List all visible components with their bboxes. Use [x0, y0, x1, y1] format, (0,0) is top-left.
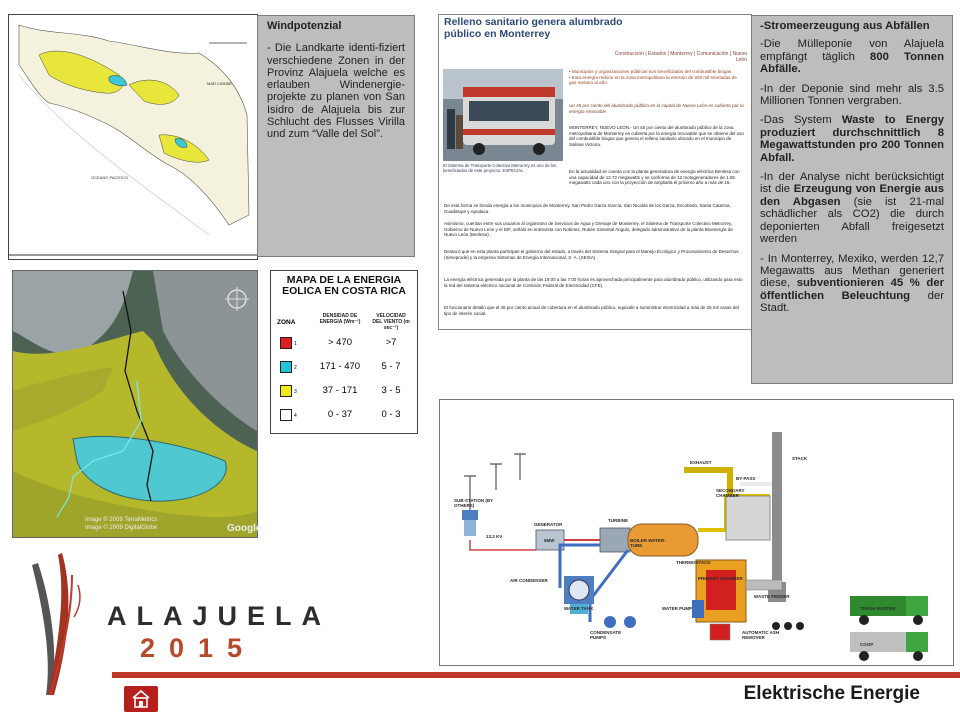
plant-label: COOP: [860, 642, 874, 647]
article-paragraph: El funcionario detalló que el 45 por ciento actual de cobertura en el alumbrado público, equivale a suministrar electricidad a más de 25 mil casas del tipo de interés social.: [444, 305, 739, 316]
article-paragraph: Asimismo, cuentan entre sus usuarios al organismo de Servicios de Agua y Drenaje de Monterrey, el Sistema de Transporte Colectivo Metrorrey, Gobierno de Nuevo León y el DIF, señaló en entrevista con Notimex, Rubén Simental Angulo, delegado administrativo de la planta Bioenergía de Nuevo León (Benlesa) .: [444, 221, 733, 237]
article-paragraph: En la actualidad se cuenta con la planta generadora de energía eléctrica Benlesa con una capacidad de 12.72 megawatts y se conforma de 12 motogeneradores de 1.06 megawatts cada uno con la proyección de ampliarla el próximo año a más de 16.: [569, 169, 740, 185]
legend-zone-number: 2: [294, 365, 297, 371]
legend-swatch: [280, 385, 292, 397]
plant-label: WASTE FEEDER: [754, 594, 790, 599]
map-label-pacific: OCEANO PACIFICO: [91, 175, 129, 180]
article-bullets: [569, 69, 745, 86]
article-paragraph: MONTERREY, NUEVO LEÓN.- Un 45 por ciento del alumbrado público de la zona metropolitana de Monterrey es cubierta por la energía renovable que se obtiene del uso del combustible biogas que genera el relleno sanitario ubicado en el municipio de Salinas Victoria.: [569, 125, 744, 147]
bus-photo-drawing: [443, 69, 563, 161]
legend-row: [271, 381, 417, 403]
waste-energy-point: [760, 253, 944, 315]
map-label-caribbean: MAR CARIBE: [207, 81, 232, 86]
legend-title: MAPA DE LA ENERGIA EOLICA EN COSTA RICA: [282, 274, 406, 297]
article-bus-photo: [443, 69, 563, 161]
footer-divider: [112, 672, 960, 678]
article-paragraph: Destacó que en esta planta participan el gobierno del estado, a través del Sistema Integral para el Manejo Ecológico y Procesamiento de Desechos (Simeprode) y la empresa Sistemas de Energía Internacional, S. A. (SEISA) .: [444, 249, 739, 260]
article-bullet: • Esta energía reduce en la zona metropolitana la emisión de 200 mil toneladas de gas metano al año: [569, 74, 737, 86]
legend-row: [271, 405, 417, 427]
legend-row: [271, 333, 417, 355]
text-span: -Das System: [760, 114, 842, 127]
legend-swatch: [280, 409, 292, 421]
text-span: (sie ist 21-mal schädlicher als CO2) die durch deponierten Abfall freigesetzt werden: [760, 195, 945, 246]
article-nav: Construcción | Estados | Monterrey | Comunicación | Nuevo León: [614, 51, 747, 63]
google-logo: Google: [227, 523, 262, 534]
logo-text-2015: 2015: [140, 633, 257, 663]
wind-zone-map: [8, 14, 258, 260]
article-title: Relleno sanitario genera alumbrado público en Monterrey: [444, 16, 623, 40]
plant-label: SECONDARY CHAMBER: [716, 488, 745, 498]
waste-energy-point: -In der Deponie sind mehr als 3.5 Millionen Tonnen vergraben.: [760, 82, 944, 108]
waste-energy-title: -Stromeerzeugung aus Abfällen: [760, 20, 930, 32]
article-bullet: • Municipios y organizaciones públicas son beneficiados del combustible biogas: [569, 69, 732, 74]
text-span: der Stadt.: [760, 289, 944, 315]
waste-to-energy-plant-diagram: [439, 399, 954, 666]
legend-density-value: > 470: [327, 337, 353, 348]
legend-density-value: 171 - 470: [319, 361, 361, 372]
legend-zone-number: 1: [294, 341, 297, 347]
news-article-screenshot: [438, 14, 752, 330]
plant-label: BOILER WATER-TUBE: [630, 538, 666, 548]
text-bold: 800 Tonnen Abfälle.: [760, 50, 944, 76]
text-bold: subventionieren 45 % der öffentlichen Beleuchtung: [760, 277, 944, 302]
legend-velocity-value: 0 - 3: [381, 409, 401, 420]
satellite-credit-digitalglobe: Image © 2009 DigitalGlobe: [85, 525, 158, 531]
legend-zone-header: ZONA: [277, 319, 296, 326]
plant-label: WATER PUMP: [662, 606, 693, 611]
wind-energy-legend: [270, 270, 418, 434]
legend-zone-number: 3: [294, 389, 297, 395]
plant-label: TURBINE: [608, 518, 628, 523]
article-paragraph: De esta forma se brinda energía a los municipios de Monterrey, San Pedro Garza García, San Nicolás de los Garza, Escobedo, Santa Catarina, Guadalupe y Apodaca.: [444, 203, 731, 214]
text-bold: Erzeugung von Energie aus den Abgasen: [760, 183, 944, 208]
plant-label: STACK: [792, 456, 808, 461]
plant-label: 5MW: [544, 538, 555, 543]
satellite-credit-terrametrics: Image © 2009 TerraMetrics: [85, 517, 158, 523]
legend-velocity-value: >7: [385, 337, 397, 348]
waste-energy-point: [760, 114, 944, 164]
legend-density-value: 37 - 171: [322, 385, 358, 396]
plant-label: BY-PASS: [736, 476, 756, 481]
plant-label: WATER TANK: [564, 606, 594, 611]
wind-map-drawing: [9, 15, 257, 259]
plant-label: EXHAUST: [690, 460, 712, 465]
home-button[interactable]: [124, 686, 158, 712]
legend-zone-number: 4: [294, 413, 297, 419]
satellite-wind-map: [12, 270, 262, 538]
plant-label: SUB-STATION (BY OTHERS): [454, 498, 493, 508]
text-span: -Die Mülleponie von Alajuela empfängt täglich: [760, 38, 944, 63]
legend-swatch: [280, 361, 292, 373]
plant-label: TRASH BUSTER: [860, 606, 896, 611]
article-paragraph: La energía eléctrica generada por la planta de las 19:00 a las 7:00 horas es aprovechada principalmente para alumbrado público, utilizando para esto la red del sistema eléctrico nacional de Comisión Federal de Electricidad (CFE).: [444, 277, 743, 288]
plant-drawing: [440, 400, 953, 665]
text-span: - In Monterrey, Mexiko, werden 12,7 Megawatts aus Methan generiert diese,: [760, 252, 944, 290]
plant-label: PRIMARY CHAMBER: [698, 576, 743, 581]
legend-row: [271, 357, 417, 379]
legend-velocity-value: 3 - 5: [381, 385, 401, 396]
slide-title: Elektrische Energie: [743, 683, 920, 704]
logo-text-alajuela: ALAJUELA: [107, 601, 332, 631]
waste-energy-box: [751, 15, 953, 384]
legend-swatch: [280, 337, 292, 349]
wind-potential-title: Windpotenzial: [267, 20, 342, 32]
satellite-drawing: [13, 271, 257, 537]
alajuela-2015-logo: [22, 545, 332, 705]
plant-label: AIR CONDENSER: [510, 578, 548, 583]
photo-caption: El Sistema de Transporte Colectivo Metrorrey es uno de los beneficiados de este proyecto. ESPECIAL: [443, 163, 557, 173]
legend-velocity-value: 5 - 7: [381, 361, 401, 372]
article-lead: Un 45 por ciento del alumbrado público en la capital de Nuevo León es cubierto por la energía renovable: [569, 103, 744, 114]
legend-density-header: DENSIDAD DE ENERGIA (Wm⁻²): [319, 313, 361, 325]
plant-label: 13.2 KV: [486, 534, 503, 539]
wind-potential-box: [257, 15, 415, 257]
logo-mark-icon: [22, 545, 102, 705]
legend-velocity-header: VELOCIDAD DEL VIENTO (m sec⁻¹): [372, 313, 410, 331]
plant-label: AUTOMATIC ASH REMOVER: [742, 630, 780, 640]
text-bold: Waste to Energy produziert durchschnittlich 8 Megawattstunden pro 200 Tonnen Abfall.: [760, 114, 945, 164]
plant-label: THERMOSTACK: [676, 560, 711, 565]
plant-label: GENERATOR: [534, 522, 563, 527]
wind-potential-text: - Die Landkarte identi-fiziert verschiedene Zonen in der Provinz Alajuela welche es erlauben Windenergie-projekte zu planen von San Isidro de Alajuela bis zur Schlucht des Flusses Virilla und zum “Valle del Sol”.: [267, 42, 405, 141]
legend-density-value: 0 - 37: [327, 409, 353, 420]
waste-energy-point: [760, 171, 944, 245]
home-icon: [124, 686, 158, 712]
text-span: -In der Analyse nicht berücksichtigt ist die: [760, 171, 944, 196]
waste-energy-point: [760, 38, 944, 75]
plant-label: CONDENSATE PUMPS: [590, 630, 622, 640]
